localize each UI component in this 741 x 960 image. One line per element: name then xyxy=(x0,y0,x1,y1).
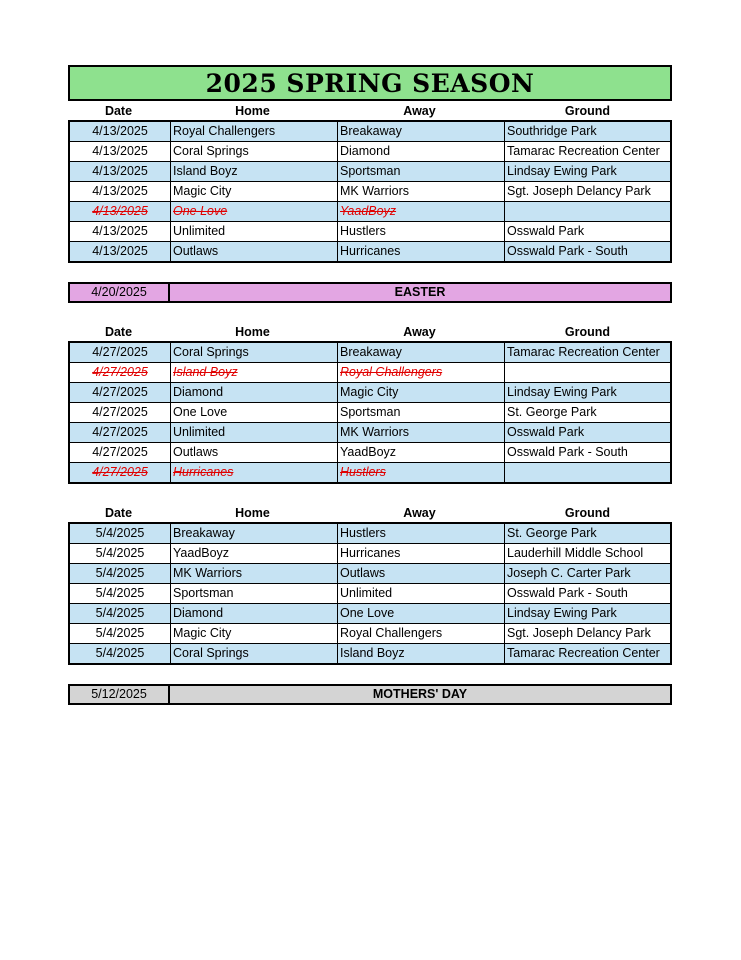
easter-date: 4/20/2025 xyxy=(70,284,170,301)
header-home: Home xyxy=(235,505,270,520)
cell-ground: Osswald Park xyxy=(504,222,670,241)
cell-date: 5/4/2025 xyxy=(95,546,145,560)
cell-ground xyxy=(504,363,670,382)
cell-ground xyxy=(504,202,670,221)
table-row xyxy=(70,422,670,442)
cell-home: Diamond xyxy=(170,383,337,402)
cell-date: 4/27/2025 xyxy=(92,365,148,379)
schedule-sheet xyxy=(68,65,672,705)
cell-date: 4/27/2025 xyxy=(92,405,148,419)
cell-date: 4/27/2025 xyxy=(92,425,148,439)
cancelled-table-row xyxy=(70,201,670,221)
cell-away: Unlimited xyxy=(337,584,504,603)
cell-ground: Lindsay Ewing Park xyxy=(504,604,670,623)
table-row xyxy=(70,141,670,161)
cell-ground: St. George Park xyxy=(504,524,670,543)
cell-date: 4/13/2025 xyxy=(92,164,148,178)
cell-away: Diamond xyxy=(337,142,504,161)
cell-away: Sportsman xyxy=(337,162,504,181)
cell-date: 4/13/2025 xyxy=(92,244,148,258)
cell-date: 5/4/2025 xyxy=(95,646,145,660)
cell-home: Island Boyz xyxy=(170,162,337,181)
cell-home: Hurricanes xyxy=(170,463,337,482)
cell-home: Unlimited xyxy=(170,423,337,442)
season-title: 2025 SPRING SEASON xyxy=(68,65,672,101)
cell-ground: Sgt. Joseph Delancy Park xyxy=(504,624,670,643)
cell-ground: Southridge Park xyxy=(504,122,670,141)
easter-label: EASTER xyxy=(394,285,446,299)
cell-ground: Lauderhill Middle School xyxy=(504,544,670,563)
cell-away: YaadBoyz xyxy=(337,443,504,462)
header-ground: Ground xyxy=(564,324,611,339)
table-row xyxy=(70,241,670,261)
column-headers xyxy=(68,503,672,522)
cell-home: One Love xyxy=(170,202,337,221)
cell-ground: Sgt. Joseph Delancy Park xyxy=(504,182,670,201)
easter-row xyxy=(68,282,672,303)
header-away: Away xyxy=(403,505,436,520)
header-date: Date xyxy=(104,324,133,339)
cell-date: 4/27/2025 xyxy=(92,445,148,459)
column-headers xyxy=(68,101,672,120)
cell-away: MK Warriors xyxy=(337,182,504,201)
header-home: Home xyxy=(235,103,270,118)
cell-away: YaadBoyz xyxy=(337,202,504,221)
table-row xyxy=(70,603,670,623)
cell-ground xyxy=(504,463,670,482)
cell-ground: Osswald Park xyxy=(504,423,670,442)
table-row xyxy=(70,221,670,241)
cell-away: Hurricanes xyxy=(337,544,504,563)
cell-away: Hustlers xyxy=(337,524,504,543)
header-ground: Ground xyxy=(564,103,611,118)
table-row xyxy=(70,181,670,201)
table-row xyxy=(70,524,670,543)
table-row xyxy=(70,122,670,141)
table-row xyxy=(70,382,670,402)
cell-ground: Joseph C. Carter Park xyxy=(504,564,670,583)
cell-home: MK Warriors xyxy=(170,564,337,583)
cell-home: Sportsman xyxy=(170,584,337,603)
table-row xyxy=(70,402,670,422)
cell-home: Island Boyz xyxy=(170,363,337,382)
cell-date: 5/4/2025 xyxy=(95,626,145,640)
table-row xyxy=(70,543,670,563)
cell-home: Outlaws xyxy=(170,242,337,261)
cell-away: Sportsman xyxy=(337,403,504,422)
cell-ground: Tamarac Recreation Center xyxy=(504,644,670,663)
week-1-table xyxy=(68,120,672,263)
cell-date: 5/4/2025 xyxy=(95,526,145,540)
cell-home: Coral Springs xyxy=(170,142,337,161)
header-home: Home xyxy=(235,324,270,339)
cell-home: Royal Challengers xyxy=(170,122,337,141)
mothers-day-label: MOTHERS' DAY xyxy=(372,687,468,701)
table-row xyxy=(70,623,670,643)
cell-ground: Tamarac Recreation Center xyxy=(504,142,670,161)
cell-home: Magic City xyxy=(170,182,337,201)
table-row xyxy=(70,643,670,663)
week-2-table xyxy=(68,341,672,484)
cell-date: 4/27/2025 xyxy=(92,345,148,359)
week-3-table xyxy=(68,522,672,665)
cell-home: One Love xyxy=(170,403,337,422)
cell-away: Island Boyz xyxy=(337,644,504,663)
cell-date: 4/13/2025 xyxy=(92,184,148,198)
mothers-day-date: 5/12/2025 xyxy=(70,686,170,703)
table-row xyxy=(70,583,670,603)
cell-home: YaadBoyz xyxy=(170,544,337,563)
cancelled-table-row xyxy=(70,462,670,482)
cell-home: Coral Springs xyxy=(170,343,337,362)
cell-away: One Love xyxy=(337,604,504,623)
cell-ground: Tamarac Recreation Center xyxy=(504,343,670,362)
table-row xyxy=(70,563,670,583)
cell-home: Unlimited xyxy=(170,222,337,241)
cell-date: 4/27/2025 xyxy=(92,385,148,399)
cell-date: 4/13/2025 xyxy=(92,124,148,138)
cell-ground: Osswald Park - South xyxy=(504,443,670,462)
cell-home: Diamond xyxy=(170,604,337,623)
cell-away: Outlaws xyxy=(337,564,504,583)
table-row xyxy=(70,343,670,362)
header-ground: Ground xyxy=(564,505,611,520)
cell-date: 4/13/2025 xyxy=(92,204,148,218)
cell-date: 4/27/2025 xyxy=(92,465,148,479)
cell-home: Breakaway xyxy=(170,524,337,543)
cell-away: Breakaway xyxy=(337,343,504,362)
cell-away: Hustlers xyxy=(337,222,504,241)
cell-date: 5/4/2025 xyxy=(95,566,145,580)
column-headers xyxy=(68,322,672,341)
cell-home: Magic City xyxy=(170,624,337,643)
cell-away: Breakaway xyxy=(337,122,504,141)
cell-home: Coral Springs xyxy=(170,644,337,663)
cell-away: Hustlers xyxy=(337,463,504,482)
cell-ground: Osswald Park - South xyxy=(504,242,670,261)
cell-ground: Lindsay Ewing Park xyxy=(504,162,670,181)
cell-away: Royal Challengers xyxy=(337,624,504,643)
mothers-day-row xyxy=(68,684,672,705)
cell-away: MK Warriors xyxy=(337,423,504,442)
cell-home: Outlaws xyxy=(170,443,337,462)
table-row xyxy=(70,442,670,462)
table-row xyxy=(70,161,670,181)
cell-date: 5/4/2025 xyxy=(95,586,145,600)
cancelled-table-row xyxy=(70,362,670,382)
cell-away: Royal Challengers xyxy=(337,363,504,382)
cell-ground: Lindsay Ewing Park xyxy=(504,383,670,402)
header-away: Away xyxy=(403,324,436,339)
cell-date: 5/4/2025 xyxy=(95,606,145,620)
cell-ground: St. George Park xyxy=(504,403,670,422)
cell-away: Magic City xyxy=(337,383,504,402)
cell-date: 4/13/2025 xyxy=(92,144,148,158)
header-date: Date xyxy=(104,505,133,520)
cell-away: Hurricanes xyxy=(337,242,504,261)
header-date: Date xyxy=(104,103,133,118)
cell-ground: Osswald Park - South xyxy=(504,584,670,603)
cell-date: 4/13/2025 xyxy=(92,224,148,238)
header-away: Away xyxy=(403,103,436,118)
